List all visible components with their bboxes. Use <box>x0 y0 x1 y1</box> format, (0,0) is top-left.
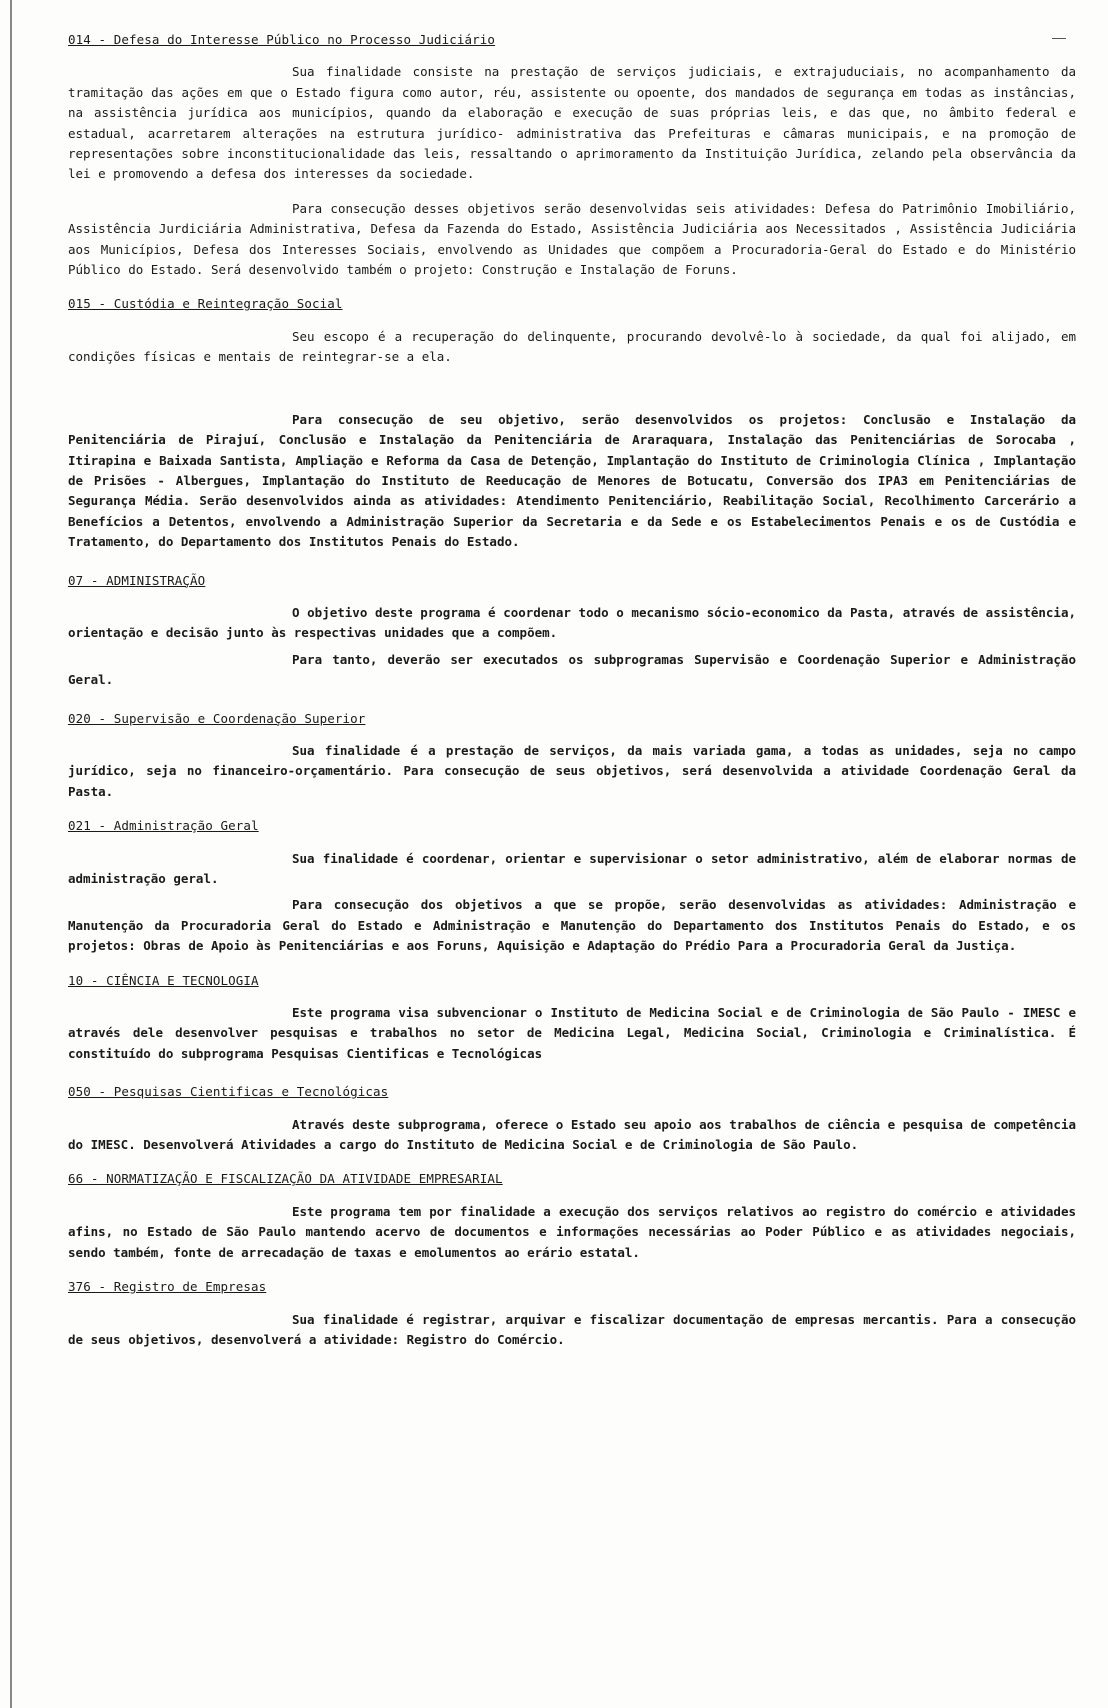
section-paragraph: Para tanto, deverão ser executados os subprogramas Supervisão e Coordenação Superior e Administração Geral. <box>68 651 1076 688</box>
section-66 <box>68 1161 1076 1263</box>
section-014 <box>68 22 1076 280</box>
section-021 <box>68 808 1076 956</box>
section-paragraph: Sua finalidade é a prestação de serviços, da mais variada gama, a todas as unidades, seja no campo jurídico, seja no financeiro-orçamentário. Para consecução de seus objetivos, será desenvolvida a atividade Coordenação Geral da Pasta. <box>68 742 1076 799</box>
section-heading: 050 - Pesquisas Cientificas e Tecnológicas <box>68 1084 389 1100</box>
section-paragraph: Sua finalidade é coordenar, orientar e supervisionar o setor administrativo, além de elaborar normas de administração geral. <box>68 850 1076 886</box>
section-heading: 66 - NORMATIZAÇÃO E FISCALIZAÇÃO DA ATIVIDADE EMPRESARIAL <box>68 1171 503 1187</box>
section-paragraph: Para consecução dos objetivos a que se propõe, serão desenvolvidas as atividades: Administração e Manutenção da Procuradoria Geral do Estado e Administração e Manutenção do Departamento dos Institutos Penais do Estado, e os projetos: Obras de Apoio às Penitenciárias e aos Foruns, Aquisição e Adaptação do Prédio Para a Procuradoria Geral da Justiça. <box>68 897 1076 954</box>
section-paragraph: Seu escopo é a recuperação do delinquente, procurando devolvê-lo à sociedade, da qual foi alijado, em condições físicas e mentais de reintegrar-se a ela. <box>68 328 1076 365</box>
section-paragraph: Sua finalidade é registrar, arquivar e fiscalizar documentação de empresas mercantis. Para a consecução de seus objetivos, desenvolverá a atividade: Registro do Comércio. <box>68 1311 1076 1347</box>
section-paragraph: Este programa tem por finalidade a execução dos serviços relativos ao registro do comércio e atividades afins, no Estado de São Paulo mantendo acervo de documentos e informações necessárias ao Poder Público e as atividades negociais, sendo também, fonte de arrecadação de taxas e emolumentos ao erário estatal. <box>68 1203 1076 1260</box>
section-heading: 10 - CIÊNCIA E TECNOLOGIA <box>68 972 259 988</box>
section-paragraph: Este programa visa subvencionar o Instituto de Medicina Social e de Criminologia de São Paulo - IMESC e através dele desenvolver pesquisas e trabalhos no setor de Medicina Legal, Medicina Social, Criminologia e Criminalística. É constituído do subprograma Pesquisas Cientificas e Tecnológicas <box>68 1005 1076 1061</box>
document-body <box>68 22 1076 1356</box>
section-paragraph: Através deste subprograma, oferece o Estado seu apoio aos trabalhos de ciência e pesquisa de competência do IMESC. Desenvolverá Atividades a cargo do Instituto de Medicina Social e de Criminologia de São Paulo. <box>68 1116 1076 1153</box>
section-020 <box>68 701 1076 803</box>
section-heading: 376 - Registro de Empresas <box>68 1279 267 1295</box>
section-heading: 014 - Defesa do Interesse Público no Processo Judiciário <box>68 32 496 47</box>
section-050 <box>68 1074 1076 1155</box>
section-heading: 015 - Custódia e Reintegração Social <box>68 296 343 312</box>
section-heading: 07 - ADMINISTRAÇÃO <box>68 572 206 588</box>
section-376 <box>68 1269 1076 1350</box>
section-07 <box>68 563 1076 691</box>
section-10 <box>68 963 1076 1065</box>
section-paragraph: Para consecução de seu objetivo, serão desenvolvidos os projetos: Conclusão e Instalação da Penitenciária de Pirajuí, Conclusão e Instalação da Penitenciária de Araraquara, Instalação das Penitenciárias de Sorocaba , Itirapina e Baixada Santista, Ampliação e Reforma da Casa de Detenção, Implantação do Instituto de Criminologia Clínica , Implantação de Prisões - Albergues, Implantação do Instituto de Reeducação de Menores de Botucatu, Conversão dos IPA3 em Penitenciárias de Segurança Média. Serão desenvolvidos ainda as atividades: Atendimento Penitenciário, Reabilitação Social, Recolhimento Carcerário a Benefícios a Detentos, envolvendo a Administração Superior da Secretaria e da Sede e os Estabelecimentos Penais e os de Custódia e Tratamento, do Departamento dos Institutos Penais do Estado. <box>68 411 1076 550</box>
section-paragraph: Sua finalidade consiste na prestação de serviços judiciais, e extrajuduciais, no acompanhamento da tramitação das ações em que o Estado figura como autor, réu, assistente ou opoente, dos mandados de segurança em todas as instâncias, na assistência jurídica aos municípios, quando da elaboração e execução de suas próprias leis, e das que, no âmbito federal e estadual, acarretarem alterações na estrutura jurídico- administrativa das Prefeituras e câmaras municipais, e na promoção de representações sobre inconstitucionalidade das leis, ressaltando o aprimoramento da Instituição Jurídica, zelando pela observância da lei e promovendo a defesa dos interesses da sociedade. <box>68 64 1076 182</box>
section-paragraph: O objetivo deste programa é coordenar todo o mecanismo sócio-economico da Pasta, através de assistência, orientação e decisão junto às respectivas unidades que a compõem. <box>68 604 1076 641</box>
scan-edge-line <box>10 0 12 1708</box>
section-heading: 020 - Supervisão e Coordenação Superior <box>68 710 366 726</box>
section-paragraph: Para consecução desses objetivos serão desenvolvidas seis atividades: Defesa do Patrimônio Imobiliário, Assistência Jurdiciária Administrativa, Defesa da Fazenda do Estado, Assistência Judiciária aos Necessitados , Assistência Judiciária aos Municípios, Defesa dos Interesses Sociais, envolvendo as Unidades que compõem a Procuradoria-Geral do Estado e do Ministério Público do Estado. Será desenvolvido também o projeto: Construção e Instalação de Foruns. <box>68 200 1076 278</box>
section-heading: 021 - Administração Geral <box>68 818 259 834</box>
section-015 <box>68 286 1076 552</box>
